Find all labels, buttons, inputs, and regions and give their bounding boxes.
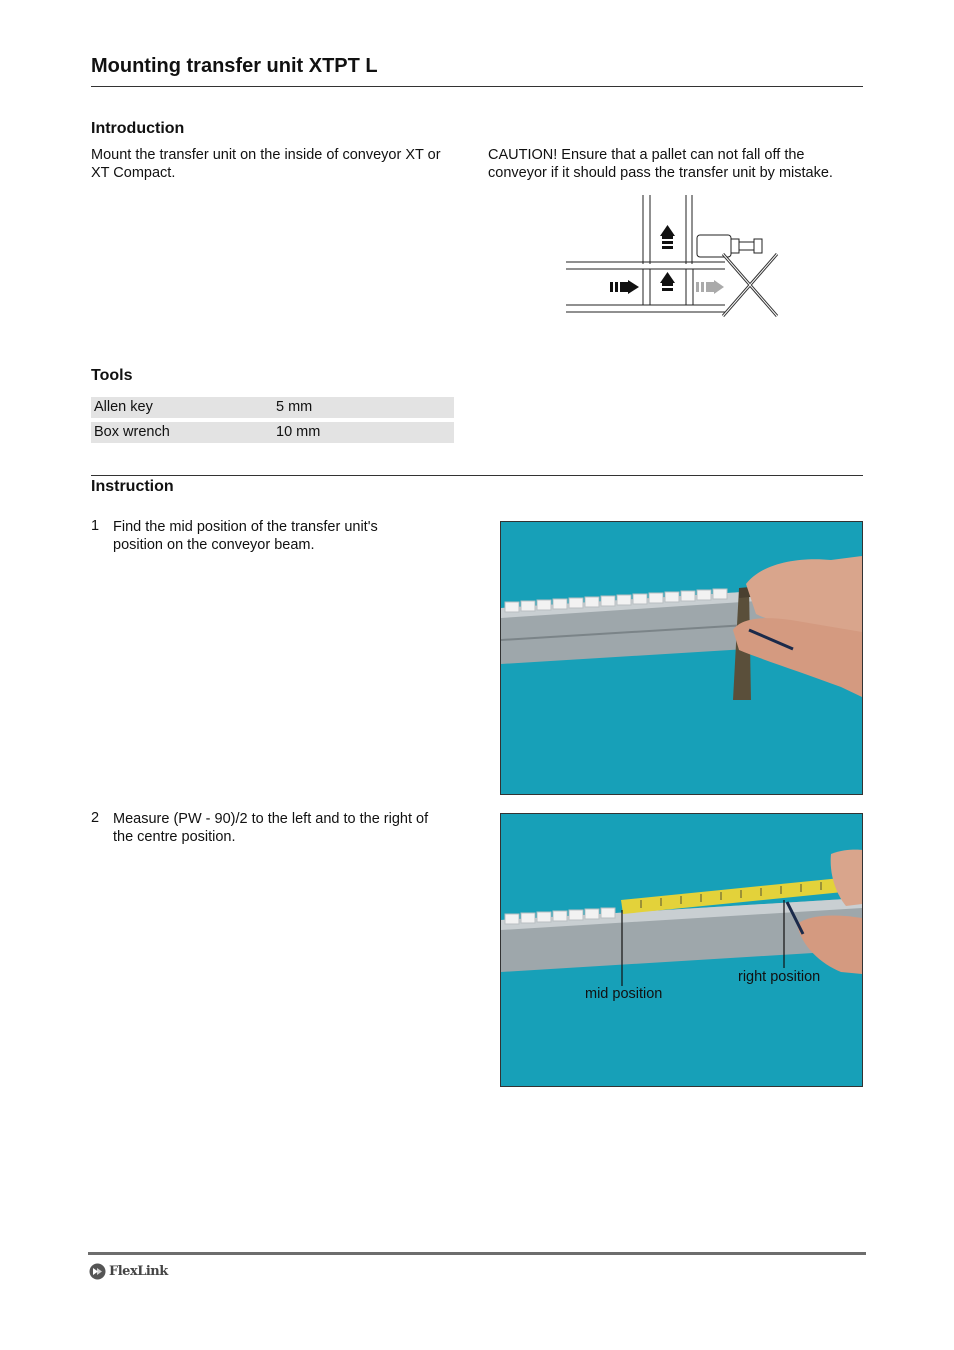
introduction-text	[91, 146, 471, 182]
step-text-line: the centre position.	[113, 829, 236, 845]
caution-text	[488, 146, 868, 182]
page-title: Mounting transfer unit XTPT L	[91, 55, 378, 77]
caution-diagram	[560, 192, 785, 322]
step1-photo	[500, 521, 863, 795]
introduction-heading: Introduction	[91, 120, 185, 137]
section-divider	[91, 475, 863, 476]
tool-size: 10 mm	[276, 424, 321, 440]
caution-text-line: conveyor if it should pass the transfer unit by mistake.	[488, 165, 833, 181]
title-divider	[91, 86, 863, 87]
footer-divider	[88, 1252, 866, 1255]
step-text	[113, 810, 473, 846]
introduction-text-line: Mount the transfer unit on the inside of conveyor XT or	[91, 147, 441, 163]
tool-size: 5 mm	[276, 399, 313, 415]
step-number: 1	[91, 518, 100, 534]
step-text-line: position on the conveyor beam.	[113, 537, 315, 553]
mid-position-label: mid position	[585, 986, 663, 1002]
step-text-line: Find the mid position of the transfer unit's	[113, 519, 378, 535]
tools-row	[91, 422, 454, 443]
step2-photo	[500, 813, 863, 1087]
flexlink-logo	[89, 1263, 168, 1280]
flexlink-logo-icon	[89, 1263, 106, 1280]
tool-name: Allen key	[94, 399, 153, 415]
right-position-label: right position	[738, 969, 821, 985]
step-text	[113, 518, 473, 554]
step-text-line: Measure (PW - 90)/2 to the left and to the right of	[113, 811, 429, 827]
flexlink-logo-text: FlexLink	[109, 1264, 168, 1279]
introduction-text-line: XT Compact.	[91, 165, 176, 181]
tools-heading: Tools	[91, 367, 133, 384]
step-number: 2	[91, 810, 100, 826]
instruction-heading: Instruction	[91, 478, 174, 495]
tools-row	[91, 397, 454, 418]
step2-photo-illustration	[501, 814, 862, 1086]
tool-name: Box wrench	[94, 424, 170, 440]
step1-photo-illustration	[501, 522, 862, 794]
caution-text-line: CAUTION! Ensure that a pallet can not fall off the	[488, 147, 805, 163]
